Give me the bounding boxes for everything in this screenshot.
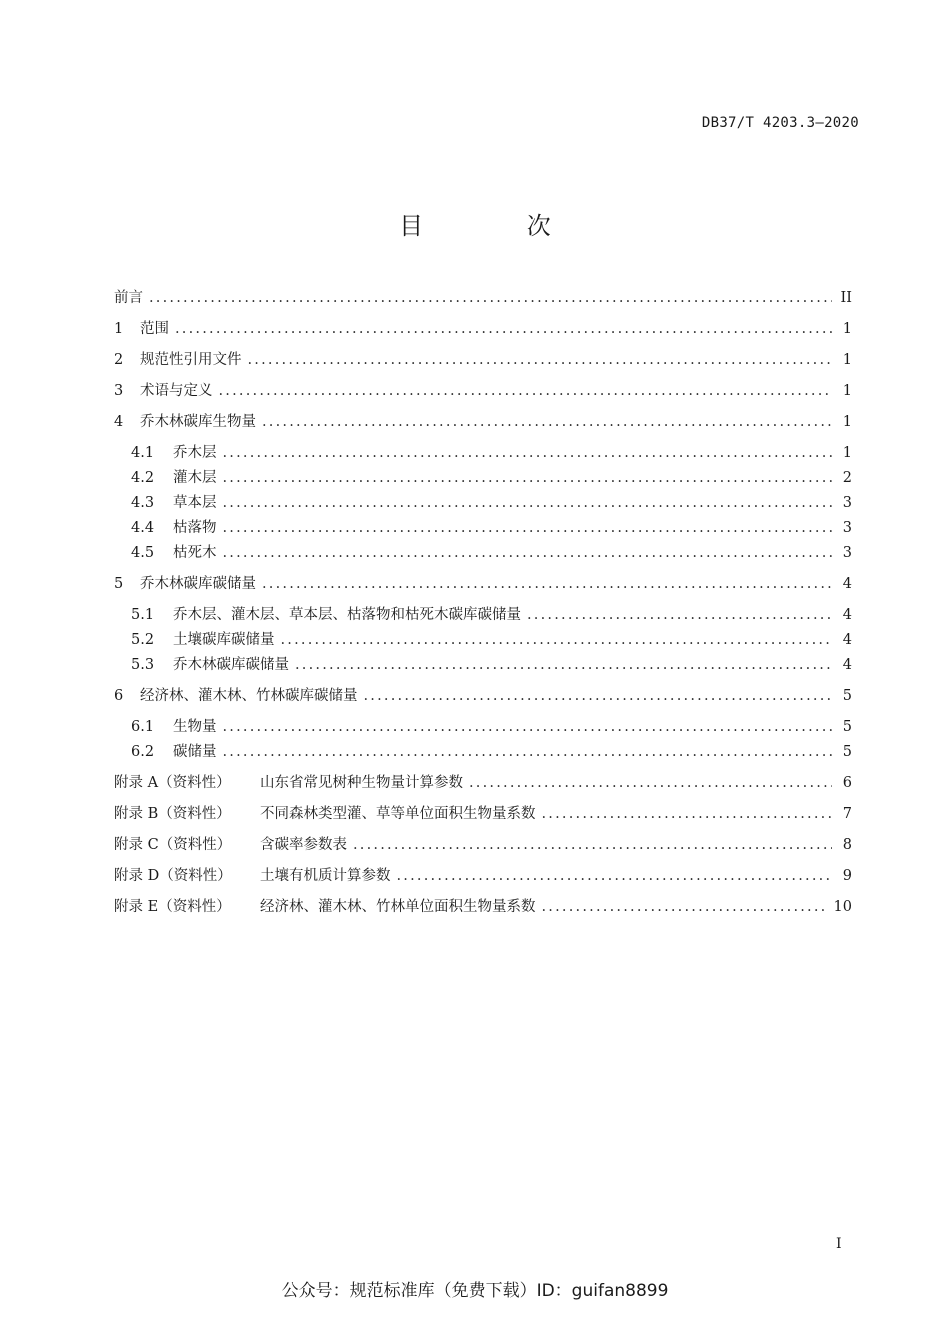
toc-number: 4.4 (131, 520, 155, 536)
toc-leader (295, 654, 832, 676)
toc-page: 4 (842, 632, 852, 648)
toc-number: 5.1 (131, 607, 155, 623)
toc-label: 乔木层、灌木层、草本层、枯落物和枯死木碳库碳储量 (173, 607, 521, 623)
toc-entry-appendix-d[interactable] (114, 865, 852, 887)
toc-page: 4 (842, 576, 852, 592)
toc-page: 4 (842, 607, 852, 623)
toc-number: 5.3 (131, 657, 155, 673)
toc-label: 术语与定义 (140, 383, 213, 399)
toc-leader (175, 318, 832, 340)
toc-label: 枯落物 (173, 520, 217, 536)
toc-entry-appendix-e[interactable] (114, 896, 852, 918)
toc-page: 2 (842, 470, 852, 486)
toc-leader (364, 685, 833, 707)
toc-page: 1 (842, 321, 852, 337)
toc-entry-6-2[interactable] (131, 741, 852, 763)
document-code: DB37/T 4203.3—2020 (701, 115, 859, 131)
toc-entry-4-4[interactable] (131, 517, 852, 539)
toc-entry-6-1[interactable] (131, 716, 852, 738)
toc-entry-5-2[interactable] (131, 629, 852, 651)
toc-number: 附录 C（资料性） (114, 837, 232, 853)
toc-page: 1 (842, 414, 852, 430)
toc-entry-5[interactable] (114, 573, 852, 595)
toc-leader (223, 442, 833, 464)
toc-label: 乔木林碳库碳储量 (140, 576, 256, 592)
toc-page: 8 (842, 837, 852, 853)
toc-leader (223, 741, 833, 763)
page-number: I (836, 1236, 842, 1252)
toc-leader (219, 380, 833, 402)
toc-label: 山东省常见树种生物量计算参数 (260, 775, 463, 791)
toc-entry-appendix-c[interactable] (114, 834, 852, 856)
toc-leader (542, 803, 833, 825)
toc-leader (223, 492, 833, 514)
toc-number: 4.2 (131, 470, 155, 486)
toc-page: 5 (842, 688, 852, 704)
toc-entry-5-1[interactable] (131, 604, 852, 626)
page-title: 目 次 (399, 212, 599, 240)
toc-leader (223, 542, 833, 564)
toc-number: 5 (114, 576, 124, 592)
toc-number: 2 (114, 352, 124, 368)
toc-entry-appendix-a[interactable] (114, 772, 852, 794)
toc-number: 4.3 (131, 495, 155, 511)
toc-label: 碳储量 (173, 744, 217, 760)
toc-label: 土壤碳库碳储量 (173, 632, 275, 648)
toc-number: 5.2 (131, 632, 155, 648)
toc-leader (149, 287, 832, 309)
toc-page: 1 (842, 352, 852, 368)
toc-page: 4 (842, 657, 852, 673)
toc-page: 5 (842, 719, 852, 735)
toc-label: 草本层 (173, 495, 217, 511)
toc-page: 3 (842, 545, 852, 561)
toc-label: 规范性引用文件 (140, 352, 242, 368)
toc-leader (262, 411, 832, 433)
toc-entry-4[interactable] (114, 411, 852, 433)
toc-page: 1 (842, 383, 852, 399)
toc-page: 3 (842, 495, 852, 511)
toc-page: 9 (842, 868, 852, 884)
toc-label: 经济林、灌木林、竹林单位面积生物量系数 (260, 899, 536, 915)
toc-number: 附录 D（资料性） (114, 868, 232, 884)
toc-entry-2[interactable] (114, 349, 852, 371)
toc-leader (262, 573, 832, 595)
toc-number: 1 (114, 321, 124, 337)
toc-leader (397, 865, 833, 887)
toc-leader (223, 517, 833, 539)
toc-leader (281, 629, 833, 651)
toc-leader (527, 604, 832, 626)
toc-entry-6[interactable] (114, 685, 852, 707)
toc-entry-4-3[interactable] (131, 492, 852, 514)
toc-label: 范围 (140, 321, 169, 337)
toc-leader (353, 834, 832, 856)
toc-label: 灌木层 (173, 470, 217, 486)
toc-label: 前言 (114, 290, 143, 306)
toc-entry-4-1[interactable] (131, 442, 852, 464)
toc-label: 乔木林碳库生物量 (140, 414, 256, 430)
toc-page: II (840, 290, 852, 306)
toc-number: 6.2 (131, 744, 155, 760)
toc-entry-4-5[interactable] (131, 542, 852, 564)
toc-page: 3 (842, 520, 852, 536)
toc-page: 5 (842, 744, 852, 760)
toc-label: 含碳率参数表 (260, 837, 347, 853)
toc-page: 6 (842, 775, 852, 791)
toc-number: 附录 A（资料性） (114, 775, 231, 791)
toc-label: 枯死木 (173, 545, 217, 561)
toc-entry-4-2[interactable] (131, 467, 852, 489)
toc-page: 7 (842, 806, 852, 822)
toc-number: 6.1 (131, 719, 155, 735)
footer-watermark: 公众号：规范标准库（免费下载）ID：guifan8899 (281, 1281, 669, 1301)
toc-leader (223, 716, 833, 738)
toc-number: 附录 E（资料性） (114, 899, 231, 915)
toc-label: 土壤有机质计算参数 (260, 868, 391, 884)
toc-label: 乔木林碳库碳储量 (173, 657, 289, 673)
toc-entry-appendix-b[interactable] (114, 803, 852, 825)
toc-number: 3 (114, 383, 124, 399)
toc-number: 6 (114, 688, 124, 704)
toc-number: 4 (114, 414, 124, 430)
toc-entry-foreword[interactable] (114, 287, 852, 309)
toc-entry-1[interactable] (114, 318, 852, 340)
toc-page: 10 (833, 899, 852, 915)
toc-entry-5-3[interactable] (131, 654, 852, 676)
toc-leader (469, 772, 832, 794)
toc-label: 乔木层 (173, 445, 217, 461)
toc-leader (542, 896, 828, 918)
toc-entry-3[interactable] (114, 380, 852, 402)
toc-leader (223, 467, 833, 489)
toc-leader (248, 349, 833, 371)
toc-number: 4.5 (131, 545, 155, 561)
toc-label: 经济林、灌木林、竹林碳库碳储量 (140, 688, 358, 704)
toc-label: 不同森林类型灌、草等单位面积生物量系数 (260, 806, 536, 822)
toc-page: 1 (842, 445, 852, 461)
toc-number: 附录 B（资料性） (114, 806, 231, 822)
toc-number: 4.1 (131, 445, 155, 461)
toc-label: 生物量 (173, 719, 217, 735)
